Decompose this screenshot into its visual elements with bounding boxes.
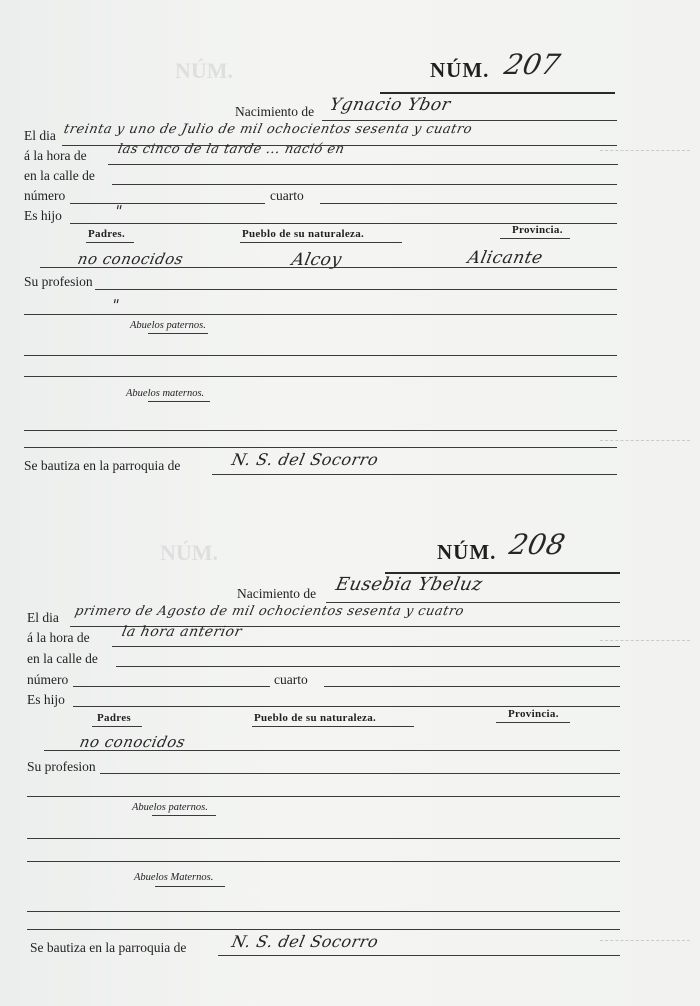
provincia-header: Provincia. [508,708,559,720]
maternos-line-2 [27,929,620,930]
bleed-line [600,940,690,941]
bautiza-label: Se bautiza en la parroquia de [30,940,187,955]
paternos-underline [152,815,216,816]
profesion-value: " [110,296,122,314]
paternos-line-2 [27,861,620,862]
bautiza-line [212,474,617,475]
profesion-line [95,289,617,290]
provincia-header: Provincia. [512,224,563,236]
entry-number-label: NÚM. [430,58,490,82]
bautiza-value: N. S. del Socorro [229,932,381,951]
maternos-underline [155,886,225,887]
nacimiento-value: Eusebia Ybeluz [333,574,485,595]
pueblo-value: Alcoy [289,250,344,270]
pueblo-header-underline [240,242,402,243]
bleed-line [600,640,690,641]
bleed-line [600,440,690,441]
padres-line [44,750,620,751]
calle-label: en la calle de [27,651,98,666]
abuelos-paternos-label: Abuelos paternos. [132,802,208,813]
nacimiento-line [322,120,617,121]
maternos-line-1 [27,911,620,912]
abuelos-maternos-label: Abuelos Maternos. [134,872,214,883]
paternos-line-2 [24,376,617,377]
cuarto-line [324,686,620,687]
dia-label: El dia [24,128,56,143]
pueblo-header: Pueblo de su naturaleza. [254,712,377,724]
nacimiento-line [326,602,620,603]
provincia-header-underline [500,238,570,239]
hora-value: las cinco de la tarde ... nació en [116,142,347,157]
cuarto-line [320,203,617,204]
profesion-line-2 [27,796,620,797]
pueblo-header: Pueblo de su naturaleza. [242,228,365,240]
hijo-label: Es hijo [27,692,65,707]
paternos-underline [148,333,208,334]
profesion-line-2 [24,314,617,315]
nacimiento-label: Nacimiento de [237,586,317,601]
hora-label: á la hora de [27,630,90,645]
calle-line [116,666,620,667]
dia-label: El dia [27,610,59,625]
entry-number-label: NÚM. [437,540,497,564]
hora-line [108,164,618,165]
numero-line [73,686,270,687]
padres-header: Padres [97,712,131,724]
numero-label: número [24,188,66,203]
numero-line [70,203,265,204]
provincia-header-underline [496,722,570,723]
hora-line [112,646,620,647]
profesion-label: Su profesion [24,274,93,289]
bautiza-line [218,955,620,956]
profesion-line [100,773,620,774]
padres-value: no conocidos [76,250,186,268]
paternos-line-1 [27,838,620,839]
calle-line [112,184,617,185]
maternos-line-2 [24,447,617,448]
numero-label: número [27,672,69,687]
hijo-label: Es hijo [24,208,62,223]
abuelos-maternos-label: Abuelos maternos. [126,388,205,399]
hora-label: á la hora de [24,148,87,163]
provincia-value: Alicante [465,248,545,268]
padres-header: Padres. [88,228,126,240]
dia-value: primero de Agosto de mil ochocientos sesenta y cuatro [73,604,466,619]
bautiza-value: N. S. del Socorro [229,450,381,469]
entry-number-value: 207 [501,48,564,81]
padres-header-underline [86,242,134,243]
entry-number-value: 208 [506,528,569,561]
maternos-underline [148,401,210,402]
padres-line [40,267,617,268]
padres-header-underline [92,726,142,727]
cuarto-label: cuarto [270,188,304,203]
hijo-line [73,706,620,707]
calle-label: en la calle de [24,168,95,183]
maternos-line-1 [24,430,617,431]
cuarto-label: cuarto [274,672,308,687]
bleed-line [600,150,690,151]
profesion-label: Su profesion [27,759,96,774]
pueblo-header-underline [252,726,414,727]
bleed-through-mark: NÚM. [160,540,219,565]
padres-value: no conocidos [78,733,188,751]
bleed-through-mark: NÚM. [175,58,234,83]
hora-value: la hora anterior [120,624,244,640]
paternos-line-1 [24,355,617,356]
nacimiento-value: Ygnacio Ybor [327,95,453,115]
dia-value: treinta y uno de Julio de mil ochocientos sesenta y cuatro [62,122,474,137]
number-underline [380,92,615,94]
abuelos-paternos-label: Abuelos paternos. [130,320,206,331]
nacimiento-label: Nacimiento de [235,104,315,119]
hijo-value: " [113,202,125,220]
bautiza-label: Se bautiza en la parroquia de [24,458,181,473]
